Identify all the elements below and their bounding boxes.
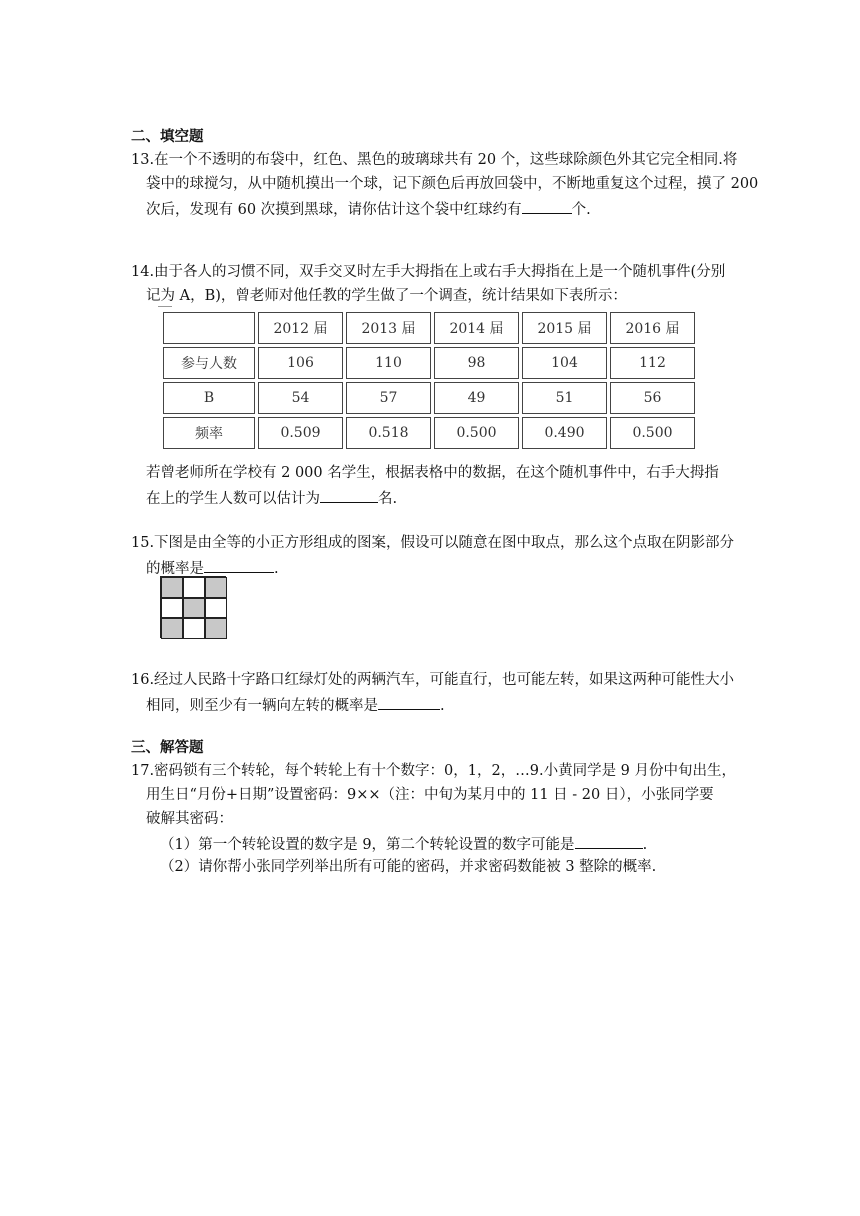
q17-answer-blank[interactable]: [575, 833, 643, 849]
q14-line-4-text: 在上的学生人数可以估计为: [146, 491, 320, 507]
q17-line-3: 破解其密码：: [146, 811, 233, 827]
q14-line-4-end: 名.: [378, 491, 398, 507]
table-cell: 104: [522, 347, 607, 379]
grid-cell-blank: [205, 598, 227, 619]
q15-answer-blank[interactable]: [204, 557, 274, 573]
q17-line-1: 17.密码锁有三个转轮，每个转轮上有十个数字：0，1，2，…9.小黄同学是 9 月份中旬出生，: [131, 763, 737, 779]
q15-line-1: 15.下图是由全等的小正方形组成的图案，假设可以随意在图中取点，那么这个点取在阴影部分: [131, 535, 735, 551]
grid-cell-shaded: [205, 618, 227, 639]
grid-cell-shaded: [205, 577, 227, 598]
table-row: [163, 417, 695, 449]
q13-line-3-text: 次后，发现有 60 次摸到黑球，请你估计这个袋中红球约有: [146, 202, 522, 218]
section-heading-fill-blank: 二、填空题: [131, 129, 204, 145]
q14-line-1: 14.由于各人的习惯不同，双手交叉时左手大拇指在上或右手大拇指在上是一个随机事件(分别: [131, 264, 726, 280]
q14-answer-blank[interactable]: [320, 487, 378, 503]
table-cell: 98: [434, 347, 519, 379]
table-cell: 110: [346, 347, 431, 379]
table-header-cell: 2014 届: [434, 312, 519, 344]
q16-line-2-text: 相同，则至少有一辆向左转的概率是: [146, 698, 378, 714]
q14-line-3: 若曾老师所在学校有 2 000 名学生，根据表格中的数据，在这个随机事件中，右手大拇指: [146, 465, 719, 481]
table-corner-mark: [158, 306, 172, 307]
table-header-cell: 2015 届: [522, 312, 607, 344]
grid-cell-shaded: [161, 577, 183, 598]
table-header-cell: 2016 届: [610, 312, 695, 344]
q14-line-4: [146, 487, 397, 509]
table-cell: 112: [610, 347, 695, 379]
survey-table: [160, 309, 698, 452]
q16-line-1: 16.经过人民路十字路口红绿灯处的两辆汽车，可能直行，也可能左转，如果这两种可能性大小: [131, 672, 735, 688]
table-cell: 0.500: [434, 417, 519, 449]
table-cell: 0.509: [258, 417, 343, 449]
table-cell: 54: [258, 382, 343, 414]
q13-line-3: [146, 198, 591, 220]
table-cell: 频率: [163, 417, 255, 449]
q16-answer-blank[interactable]: [378, 694, 440, 710]
table-cell: 51: [522, 382, 607, 414]
table-header-cell: 2013 届: [346, 312, 431, 344]
table-cell: 0.500: [610, 417, 695, 449]
q13-line-3-end: 个.: [571, 202, 591, 218]
grid-cell-blank: [183, 577, 205, 598]
grid-cell-blank: [183, 618, 205, 639]
table-cell: 0.518: [346, 417, 431, 449]
shaded-square-grid: [160, 576, 226, 638]
q13-line-2: 袋中的球搅匀，从中随机摸出一个球，记下颜色后再放回袋中，不断地重复这个过程，摸了 200: [146, 176, 759, 192]
grid-cell-shaded: [161, 618, 183, 639]
table-cell: 49: [434, 382, 519, 414]
q13-answer-blank[interactable]: [522, 198, 572, 214]
q16-line-2: [146, 694, 445, 716]
table-cell: 0.490: [522, 417, 607, 449]
grid-cell-shaded: [183, 598, 205, 619]
q14-line-2: 记为 A，B)，曾老师对他任教的学生做了一个调查，统计结果如下表所示：: [146, 288, 627, 304]
q15-line-2-end: .: [274, 561, 279, 577]
q17-part-2: （2）请你帮小张同学列举出所有可能的密码，并求密码数能被 3 整除的概率.: [160, 859, 657, 875]
q17-part-1-text: （1）第一个转轮设置的数字是 9，第二个转轮设置的数字可能是: [160, 837, 575, 853]
q16-line-2-end: .: [440, 698, 445, 714]
section-heading-answer: 三、解答题: [131, 740, 204, 756]
q13-line-1: 13.在一个不透明的布袋中，红色、黑色的玻璃球共有 20 个，这些球除颜色外其它完全相同.将: [131, 152, 738, 168]
table-cell: 57: [346, 382, 431, 414]
q17-part-1: [160, 833, 647, 855]
table-header-cell: 2012 届: [258, 312, 343, 344]
q17-line-2: 用生日“月份+日期”设置密码：9××（注：中旬为某月中的 11 日 - 20 日），小张同学要: [146, 787, 714, 803]
table-row: [163, 347, 695, 379]
q15-line-2-text: 的概率是: [146, 561, 204, 577]
table-cell: B: [163, 382, 255, 414]
table-header-cell: [163, 312, 255, 344]
table-cell: 参与人数: [163, 347, 255, 379]
grid-cell-blank: [161, 598, 183, 619]
q17-part-1-end: .: [642, 837, 648, 853]
table-cell: 56: [610, 382, 695, 414]
table-cell: 106: [258, 347, 343, 379]
table-row: [163, 382, 695, 414]
table-header-row: [163, 312, 695, 344]
